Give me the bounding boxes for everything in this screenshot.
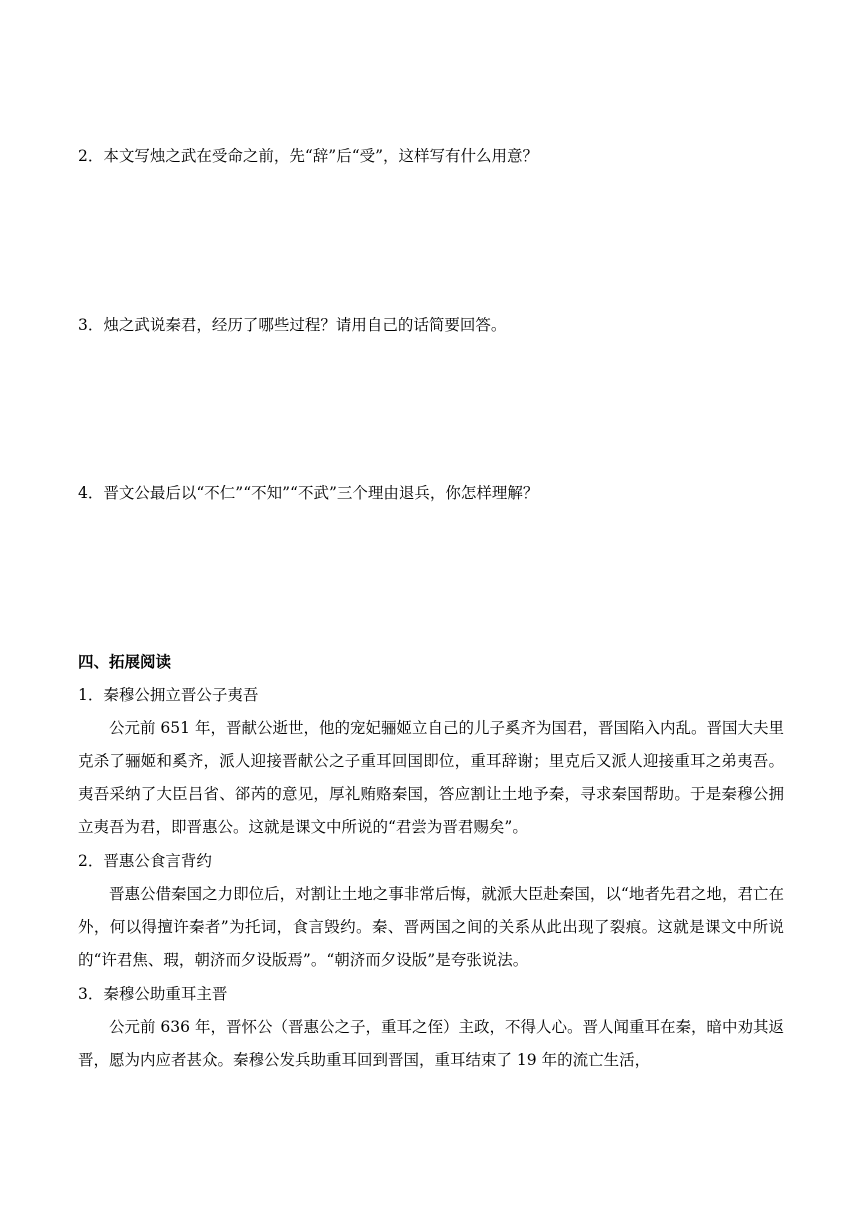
question-2: 2．本文写烛之武在受命之前，先“辞”后“受”，这样写有什么用意？ [78, 147, 539, 165]
reading-item-text-3: 公元前 636 年，晋怀公（晋惠公之子，重耳之侄）主政，不得人心。晋人闻重耳在秦，暗中劝其返晋，愿为内应者甚众。秦穆公发兵助重耳回到晋国，重耳结束了 19 年的流亡生活， [78, 1018, 784, 1069]
reading-item-title-3: 3．秦穆公助重耳主晋 [78, 985, 228, 1003]
question-4: 4．晋文公最后以“不仁”“不知”“不武”三个理由退兵，你怎样理解？ [78, 484, 539, 502]
question-3: 3．烛之武说秦君，经历了哪些过程？请用自己的话简要回答。 [78, 316, 507, 334]
reading-item-text-1: 公元前 651 年，晋献公逝世，他的宠妃骊姬立自己的儿子奚齐为国君，晋国陷入内乱。晋国大夫里克杀了骊姬和奚齐，派人迎接晋献公之子重耳回国即位，重耳辞谢；里克后又派人迎接重耳之弟夷吾。夷吾采纳了大臣吕省、郤芮的意见，厚礼贿赂秦国，答应割让土地予秦，寻求秦国帮助。于是秦穆公拥立夷吾为君，即晋惠公。这就是课文中所说的“君尝为晋君赐矣”。 [78, 719, 784, 836]
section-heading: 四、拓展阅读 [78, 653, 172, 671]
reading-item-title-2: 2．晋惠公食言背约 [78, 852, 212, 870]
reading-item-title-1: 1．秦穆公拥立晋公子夷吾 [78, 686, 259, 704]
reading-item-text-2: 晋惠公借秦国之力即位后，对割让土地之事非常后悔，就派大臣赴秦国，以“地者先君之地，君亡在外，何以得擅许秦者”为托词，食言毁约。秦、晋两国之间的关系从此出现了裂痕。这就是课文中所说的“许君焦、瑕，朝济而夕设版焉”。“朝济而夕设版”是夸张说法。 [78, 885, 784, 969]
